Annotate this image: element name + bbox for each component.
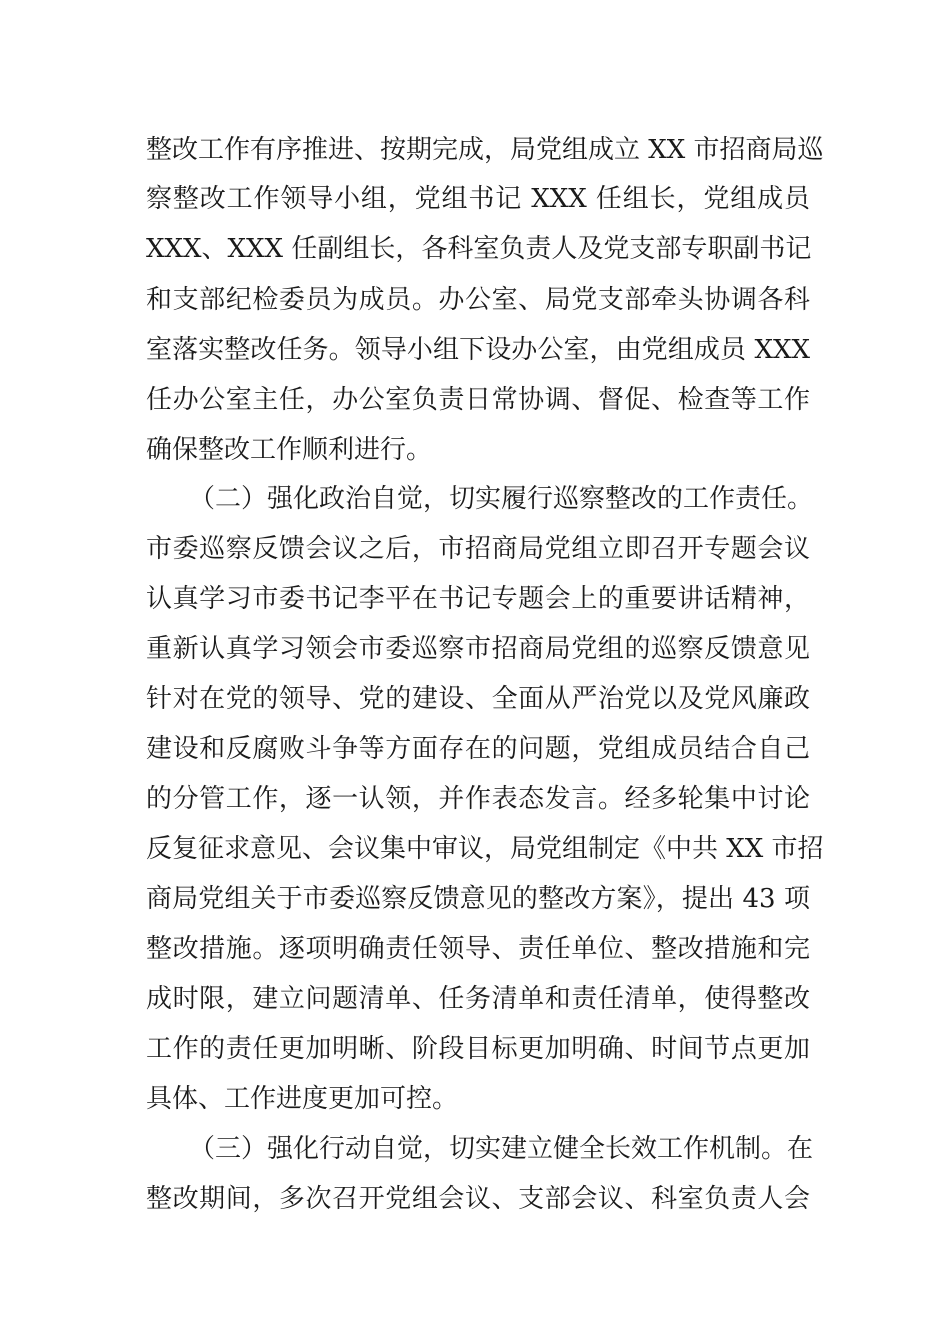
section-heading-line: （二）强化政治自觉，切实履行巡察整改的工作责任。 bbox=[189, 484, 814, 514]
paragraph-line: 认真学习市委书记李平在书记专题会上的重要讲话精神， bbox=[146, 584, 810, 614]
paragraph-line: 整改工作有序推进、按期完成，局党组成立 XX 市招商局巡 bbox=[146, 135, 824, 165]
paragraph-line: 重新认真学习领会市委巡察市招商局党组的巡察反馈意见 bbox=[146, 634, 810, 664]
paragraph-line: 市委巡察反馈会议之后，市招商局党组立即召开专题会议 bbox=[146, 534, 810, 564]
paragraph-line: 反复征求意见、会议集中审议，局党组制定《中共 XX 市招 bbox=[146, 834, 824, 864]
paragraph-line: 建设和反腐败斗争等方面存在的问题，党组成员结合自己 bbox=[146, 734, 810, 764]
paragraph-line: 整改措施。逐项明确责任领导、责任单位、整改措施和完 bbox=[146, 934, 810, 964]
paragraph-line: 成时限，建立问题清单、任务清单和责任清单，使得整改 bbox=[146, 984, 810, 1014]
paragraph-line: 整改期间，多次召开党组会议、支部会议、科室负责人会 bbox=[146, 1184, 810, 1214]
paragraph-line: 确保整改工作顺利进行。 bbox=[146, 435, 433, 465]
paragraph-line: 具体、工作进度更加可控。 bbox=[146, 1084, 459, 1114]
section-heading-line: （三）强化行动自觉，切实建立健全长效工作机制。在 bbox=[189, 1134, 814, 1164]
paragraph-line: 和支部纪检委员为成员。办公室、局党支部牵头协调各科 bbox=[146, 285, 810, 315]
paragraph-line: 针对在党的领导、党的建设、全面从严治党以及党风廉政 bbox=[146, 684, 810, 714]
paragraph-line: 工作的责任更加明晰、阶段目标更加明确、时间节点更加 bbox=[146, 1034, 810, 1064]
paragraph-line: 察整改工作领导小组，党组书记 XXX 任组长，党组成员 bbox=[146, 184, 810, 214]
paragraph-line: 商局党组关于市委巡察反馈意见的整改方案》，提出 43 项 bbox=[146, 884, 810, 914]
paragraph-line: 室落实整改任务。领导小组下设办公室，由党组成员 XXX bbox=[146, 335, 810, 365]
paragraph-line: 任办公室主任，办公室负责日常协调、督促、检查等工作 bbox=[146, 385, 810, 415]
paragraph-line: 的分管工作，逐一认领，并作表态发言。经多轮集中讨论 bbox=[146, 784, 810, 814]
paragraph-line: XXX、XXX 任副组长，各科室负责人及党支部专职副书记 bbox=[146, 234, 812, 264]
